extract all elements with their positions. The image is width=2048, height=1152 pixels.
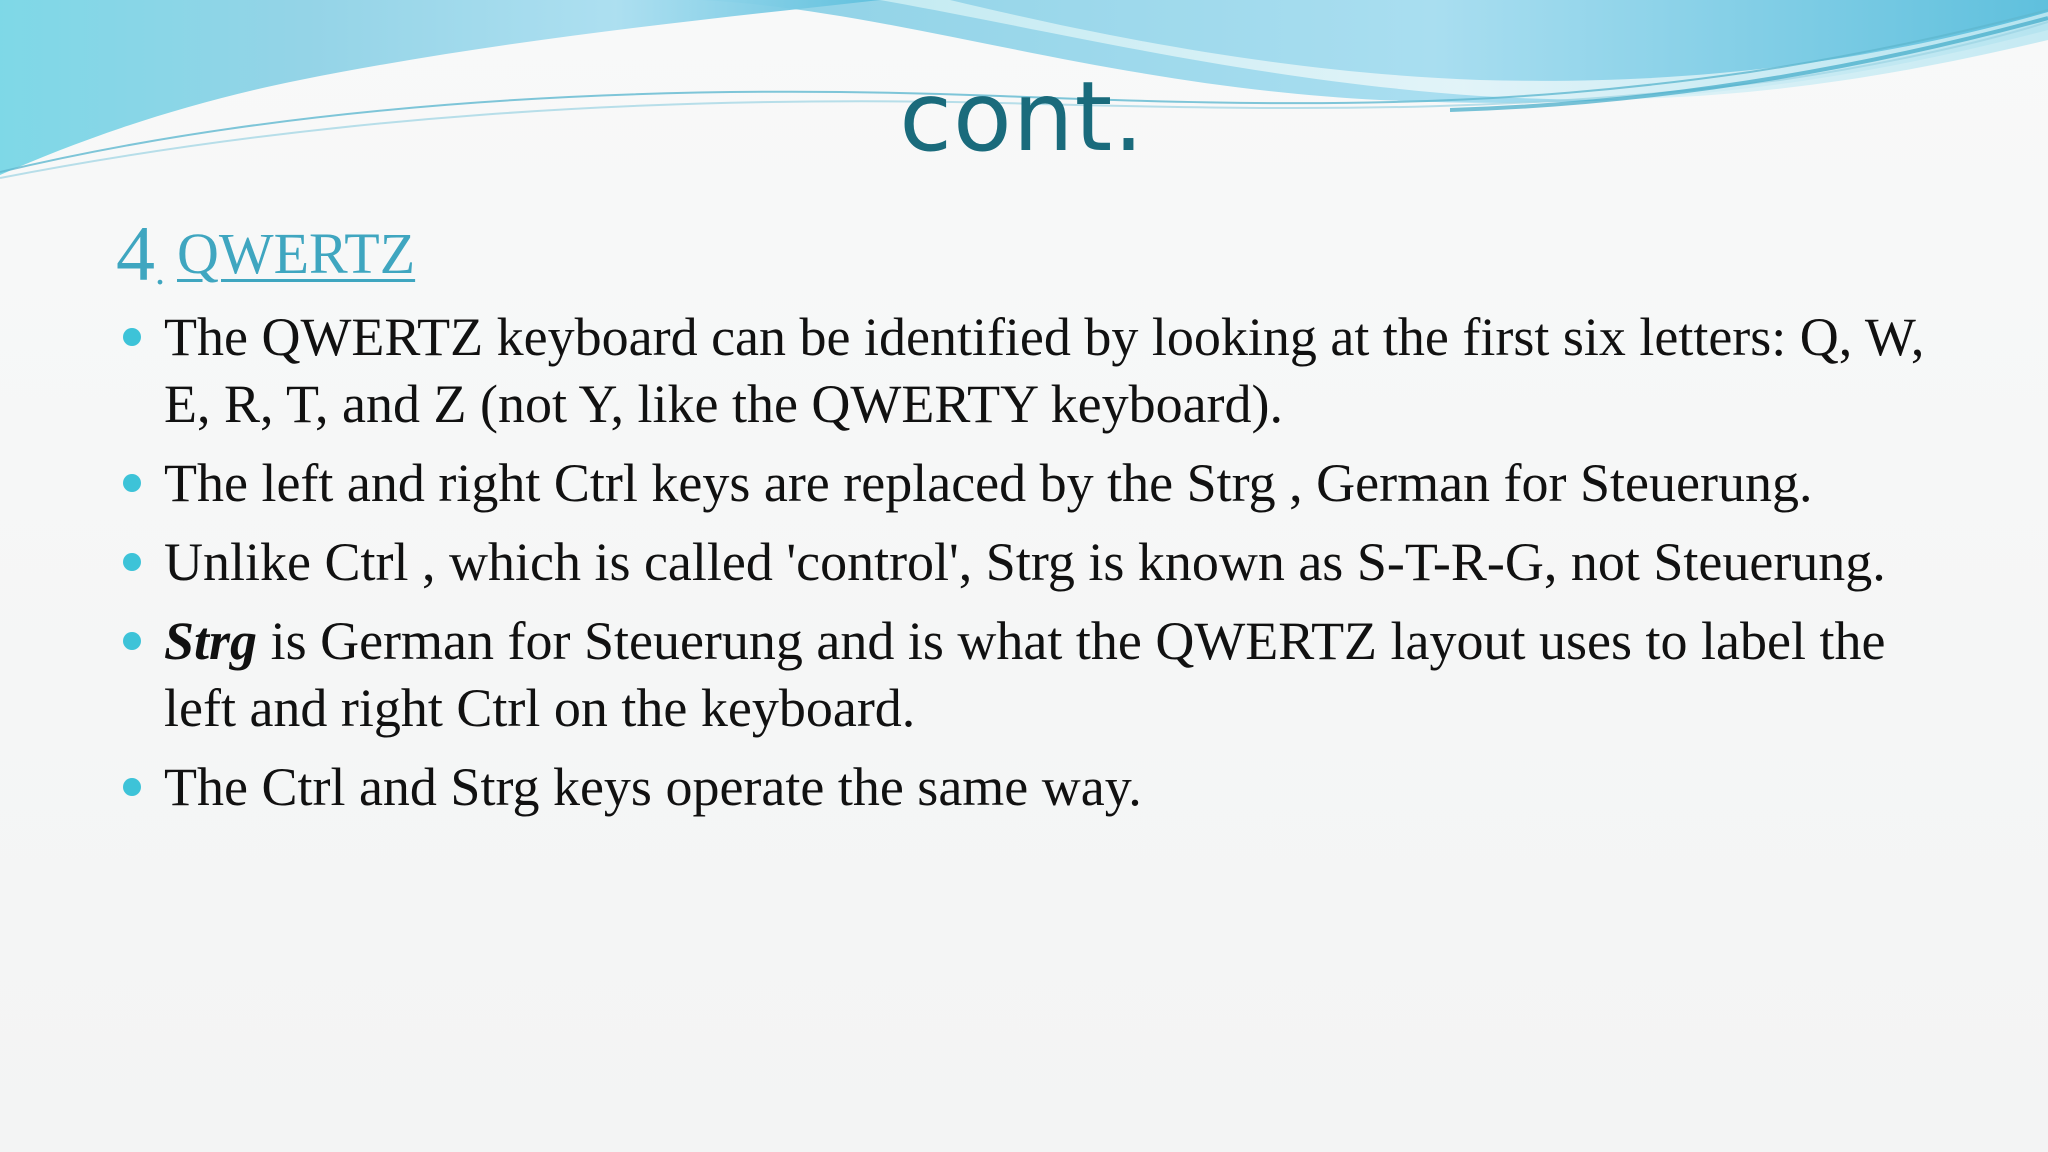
bullet-item [116,529,1966,596]
section-heading [116,210,416,297]
bullet-text: The left and right Ctrl keys are replaced by the Strg , German for Steuerung. [164,453,1813,513]
bullet-dot-icon [123,553,141,571]
bullet-dot-icon [123,328,141,346]
slide-title-text: cont. [899,61,1145,173]
bullet-item [116,450,1966,517]
bullet-dot-icon [123,632,141,650]
section-number: 4 [116,210,155,297]
slide-title [0,62,2048,172]
bullet-dot-icon [123,474,141,492]
bullet-list [116,304,1966,833]
bullet-text: is German for Steuerung and is what the QWERTZ layout uses to label the left and right Ctrl on the keyboard. [164,611,1886,738]
section-name-link[interactable]: QWERTZ [177,221,416,286]
section-number-separator: . [155,248,165,293]
bullet-text: Unlike Ctrl , which is called 'control', Strg is known as S-T-R-G, not Steuerung. [164,532,1886,592]
bullet-item [116,304,1966,438]
bullet-item [116,608,1966,742]
bullet-dot-icon [123,778,141,796]
bullet-text: The Ctrl and Strg keys operate the same way. [164,757,1142,817]
bullet-item [116,754,1966,821]
bullet-text: The QWERTZ keyboard can be identified by looking at the first six letters: Q, W, E, R, T, and Z (not Y, like the QWERTY keyboard). [164,307,1925,434]
bullet-lead-emphasis: Strg [164,611,258,671]
